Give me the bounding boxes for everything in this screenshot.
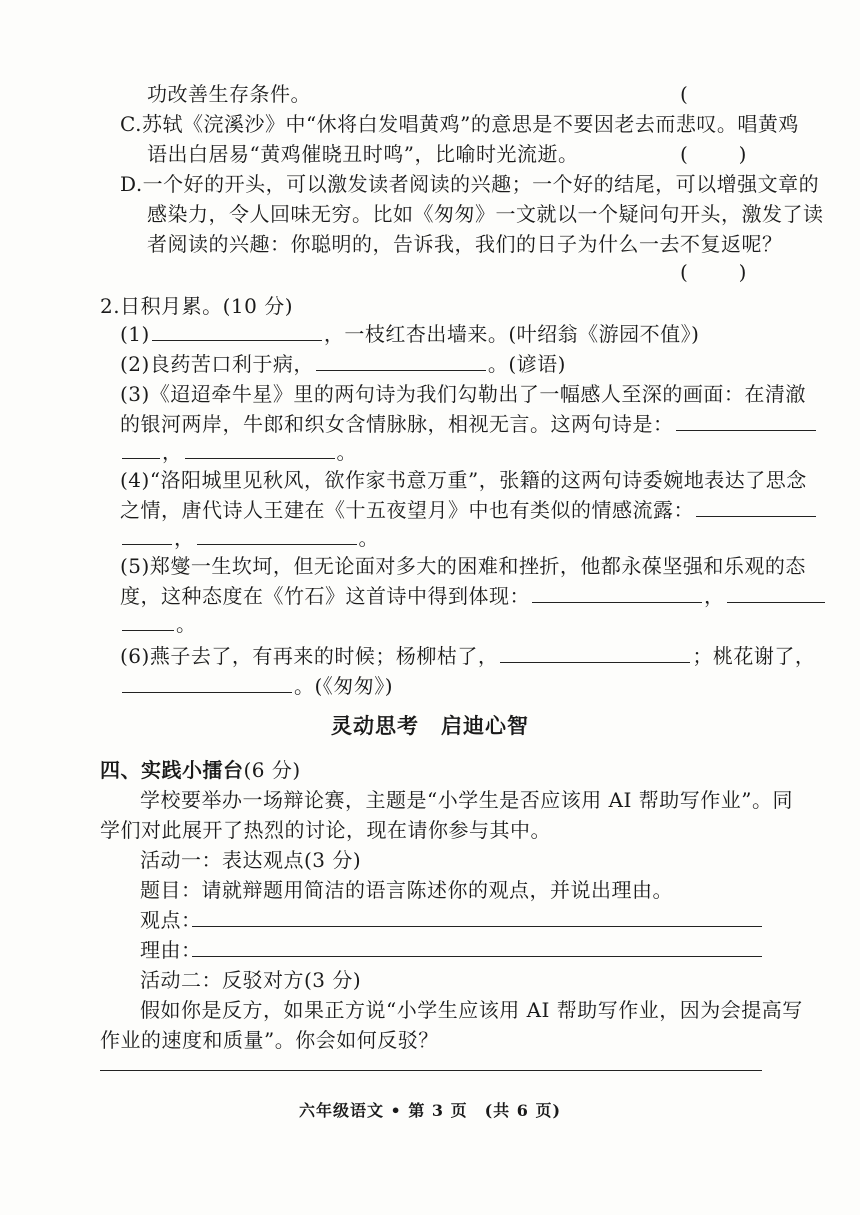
answer-paren-d[interactable]: ( ) xyxy=(680,260,747,284)
item6-text-b: ；桃花谢了， xyxy=(692,644,816,668)
activity1-question: 题目：请就辩题用简洁的语言陈述你的观点，并说出理由。 xyxy=(140,878,673,902)
fill-blank-3a[interactable] xyxy=(676,410,816,431)
fill-blank-4a[interactable] xyxy=(696,496,816,517)
fill-blank-2[interactable] xyxy=(316,350,486,371)
item2-text-a: (2)良药苦口利于病， xyxy=(120,352,314,376)
fill-blank-4c[interactable] xyxy=(197,524,357,545)
item5-comma: ， xyxy=(704,584,725,608)
q4-intro-line2: 学们对此展开了热烈的讨论，现在请你参与其中。 xyxy=(100,818,551,842)
item2-text-b: 。(谚语) xyxy=(487,352,566,376)
reason-label: 理由： xyxy=(140,938,202,962)
activity2-line2: 作业的速度和质量”。你会如何反驳？ xyxy=(100,1028,439,1052)
viewpoint-label: 观点： xyxy=(140,908,202,932)
item4-text: 之情，唐代诗人王建在《十五夜望月》中也有类似的情感流露： xyxy=(120,498,694,522)
fill-blank-1[interactable] xyxy=(152,320,322,341)
item5-text: 度，这种态度在《竹石》这首诗中得到体现： xyxy=(120,584,530,608)
activity2-line1: 假如你是反方，如果正方说“小学生应该用 AI 帮助写作业，因为会提高写 xyxy=(140,998,803,1022)
item4-comma: ， xyxy=(174,526,195,550)
item4-period: 。 xyxy=(358,526,379,550)
item3-period: 。 xyxy=(336,440,357,464)
q2-item5-line2 xyxy=(120,582,827,610)
item3-comma: ， xyxy=(162,440,183,464)
rebuttal-answer-line[interactable] xyxy=(100,1070,762,1071)
item6-text-a: (6)燕子去了，有再来的时候；杨柳枯了， xyxy=(120,644,499,668)
item1-text: ，一枝红杏出墙来。(叶绍翁《游园不值》) xyxy=(323,322,700,346)
q4-heading-score: (6 分) xyxy=(243,758,301,782)
q4-heading-text: 四、实践小擂台 xyxy=(100,758,244,782)
fill-blank-6a[interactable] xyxy=(500,642,690,663)
item3-text: 的银河两岸，牛郎和织女含情脉脉，相视无言。这两句诗是： xyxy=(120,412,674,436)
q2-item5-line3 xyxy=(120,610,197,638)
q4-heading xyxy=(100,756,301,784)
answer-paren-b[interactable]: ( xyxy=(680,82,688,106)
answer-paren-c[interactable]: ( ) xyxy=(680,142,747,166)
item5-period: 。 xyxy=(176,612,197,636)
q2-item4-line1: (4)“洛阳城里见秋风，欲作家书意万重”，张籍的这两句诗委婉地表达了思念 xyxy=(120,468,807,492)
item1-number: (1) xyxy=(120,322,150,346)
fill-blank-5a[interactable] xyxy=(532,582,702,603)
option-d-line1: D.一个好的开头，可以激发读者阅读的兴趣；一个好的结尾，可以增强文章的 xyxy=(120,172,820,196)
q2-heading: 2.日积月累。(10 分) xyxy=(100,294,293,318)
viewpoint-answer-line[interactable] xyxy=(192,926,762,927)
reason-answer-line[interactable] xyxy=(192,956,762,957)
q2-item1 xyxy=(120,320,699,348)
option-c-line2: 语出白居易“黄鸡催晓丑时鸣”，比喻时光流逝。 xyxy=(147,142,579,166)
section-title: 灵动思考 启迪心智 xyxy=(331,714,529,738)
q2-item3-line1: (3)《迢迢牵牛星》里的两句诗为我们勾勒出了一幅感人至深的画面：在清澈 xyxy=(120,382,806,406)
q2-item2 xyxy=(120,350,566,378)
fill-blank-3b[interactable] xyxy=(122,438,160,459)
page-footer: 六年级语文 • 第 3 页 (共 6 页) xyxy=(298,1101,562,1120)
q2-item5-line1: (5)郑燮一生坎坷，但无论面对多大的困难和挫折，他都永葆坚强和乐观的态 xyxy=(120,554,806,578)
option-d-line3: 者阅读的兴趣：你聪明的，告诉我，我们的日子为什么一去不复返呢？ xyxy=(147,232,783,256)
q2-item6-line2 xyxy=(120,672,393,700)
activity1-heading: 活动一：表达观点(3 分) xyxy=(140,848,362,872)
fill-blank-6b[interactable] xyxy=(122,672,292,693)
item6-source: 。(《匆匆》) xyxy=(294,674,394,698)
fill-blank-3c[interactable] xyxy=(185,438,335,459)
fill-blank-5b[interactable] xyxy=(727,582,825,603)
option-d-line2: 感染力，令人回味无穷。比如《匆匆》一文就以一个疑问句开头，激发了读 xyxy=(147,202,824,226)
fill-blank-4b[interactable] xyxy=(122,524,172,545)
option-b-tail: 功改善生存条件。 xyxy=(147,82,311,106)
q2-item3-line3 xyxy=(120,438,357,466)
q4-intro-line1: 学校要举办一场辩论赛，主题是“小学生是否应该用 AI 帮助写作业”。同 xyxy=(140,788,794,812)
activity2-heading: 活动二：反驳对方(3 分) xyxy=(140,968,362,992)
option-c-line1: C.苏轼《浣溪沙》中“休将白发唱黄鸡”的意思是不要因老去而悲叹。唱黄鸡 xyxy=(120,112,799,136)
fill-blank-5c[interactable] xyxy=(122,610,174,631)
q2-item3-line2 xyxy=(120,410,818,438)
q2-item4-line3 xyxy=(120,524,379,552)
q2-item4-line2 xyxy=(120,496,818,524)
q2-item6-line1 xyxy=(120,642,815,670)
